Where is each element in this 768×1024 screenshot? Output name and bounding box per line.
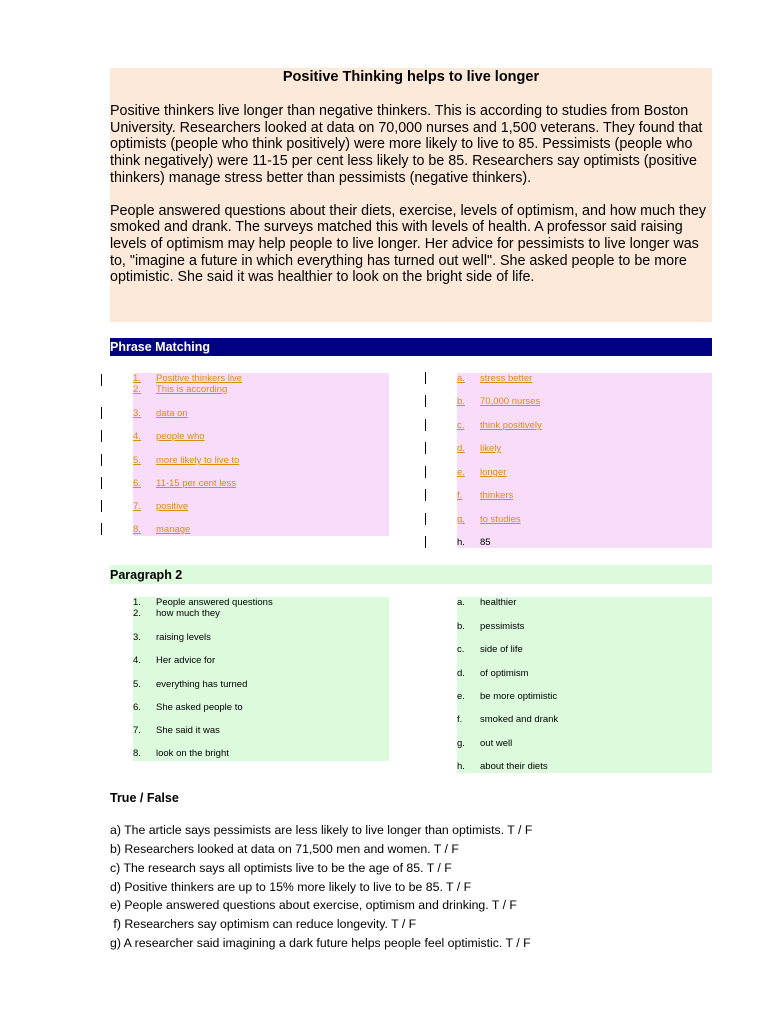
true-false-question: g) A researcher said imagining a dark future helps people feel optimistic. T / F (110, 936, 531, 950)
text-cursor[interactable] (101, 407, 102, 419)
text-cursor[interactable] (101, 523, 102, 535)
text-cursor[interactable] (101, 454, 102, 466)
true-false-question: f) Researchers say optimism can reduce longevity. T / F (110, 917, 417, 931)
true-false-question: c) The research says all optimists live to be the age of 85. T / F (110, 861, 452, 875)
true-false-question: a) The article says pessimists are less likely to live longer than optimists. T / F (110, 823, 533, 837)
text-cursor[interactable] (101, 500, 102, 512)
text-cursor[interactable] (425, 466, 426, 478)
text-cursor[interactable] (425, 442, 426, 454)
text-cursor[interactable] (101, 430, 102, 442)
text-cursor[interactable] (425, 419, 426, 431)
true-false-question: e) People answered questions about exercise, optimism and drinking. T / F (110, 898, 517, 912)
true-false-heading: True / False (110, 791, 179, 805)
text-cursor[interactable] (425, 372, 426, 384)
true-false-question: d) Positive thinkers are up to 15% more likely to live to be 85. T / F (110, 880, 472, 894)
article-paragraph-1: Positive thinkers live longer than negative thinkers. This is according to studies from Boston University. Researchers looked at data on 70,000 nurses and 1,500 veterans. They found that optimists (people who think positively) were more likely to live to 85. Pessimists (people who think negatively) were 11-15 per cent less likely to be 85. Researchers say optimists (positive thinkers) manage stress better than pessimists (negative thinkers). (110, 103, 703, 186)
true-false-question: b) Researchers looked at data on 71,500 men and women. T / F (110, 842, 459, 856)
text-cursor[interactable] (425, 536, 426, 548)
article-box (110, 68, 712, 322)
article-paragraph-2: People answered questions about their diets, exercise, levels of optimism, and how much they smoked and drank. The surveys matched this with levels of health. A professor said raising levels of optimism may help people to live longer. Her advice for pessimists to live longer was to, "imagine a future in which everything has turned out well". She asked people to be more optimistic. She said it was healthier to look on the bright side of life. (110, 202, 707, 286)
phrase-matching-heading: Phrase Matching (110, 338, 712, 356)
article-title: Positive Thinking helps to live longer (282, 69, 540, 85)
text-cursor[interactable] (101, 374, 102, 386)
paragraph2-heading: Paragraph 2 (110, 565, 712, 584)
text-cursor[interactable] (425, 489, 426, 501)
text-cursor[interactable] (425, 513, 426, 525)
text-cursor[interactable] (101, 477, 102, 489)
text-cursor[interactable] (425, 395, 426, 407)
